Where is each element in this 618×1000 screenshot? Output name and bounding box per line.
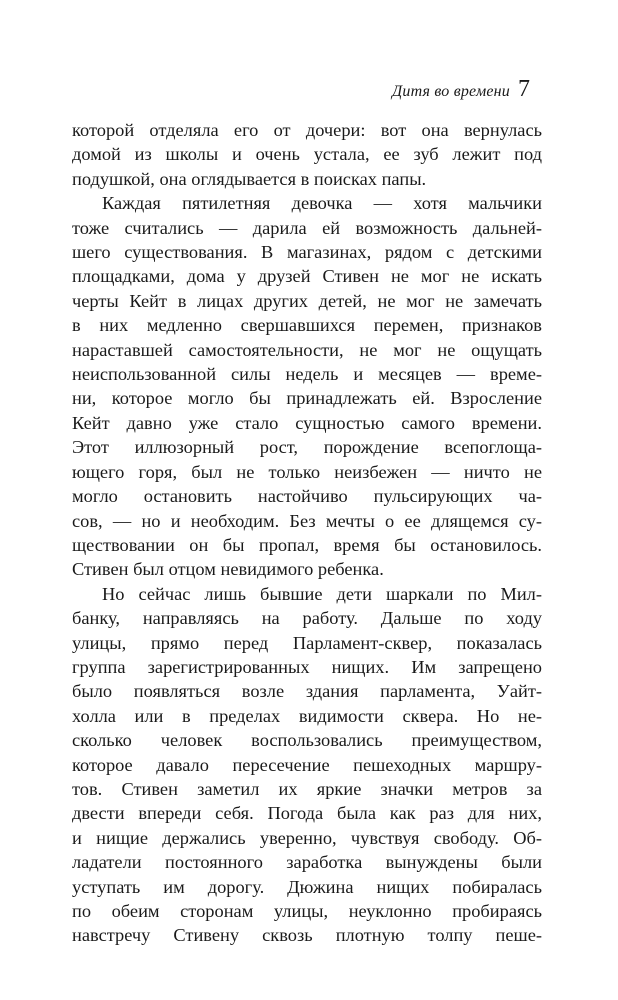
text-line: которой отделяла его от дочери: вот она вернулась bbox=[72, 120, 542, 140]
text-line: ни, которое могло бы принадлежать ей. Взросление bbox=[72, 388, 542, 409]
text-line: тов. Стивен заметил их яркие значки метров за bbox=[72, 778, 542, 799]
running-head-title: Дитя во времени bbox=[392, 83, 510, 100]
text-line: и нищие держались уверенно, чувствуя свободу. Об- bbox=[72, 827, 542, 848]
text-line: тоже считались — дарила ей возможность дальней- bbox=[72, 217, 542, 238]
text-line: Но сейчас лишь бывшие дети шаркали по Мил- bbox=[102, 583, 542, 604]
text-line: холла или в пределах видимости сквера. Но не- bbox=[72, 705, 542, 726]
text-line: Этот иллюзорный рост, порождение всепоглоща- bbox=[72, 437, 542, 458]
running-head bbox=[392, 77, 530, 101]
text-line: могло остановить настойчиво пульсирующих ча- bbox=[72, 486, 542, 507]
text-line: сколько человек воспользовались преимуществом, bbox=[72, 730, 542, 751]
text-line: группа зарегистрированных нищих. Им запрещено bbox=[72, 656, 542, 677]
text-line: Кейт давно уже стало сущностью самого времени. bbox=[72, 412, 542, 433]
text-line: нараставшей самостоятельности, не мог не ощущать bbox=[72, 339, 542, 360]
text-line: улицы, прямо перед Парламент-сквер, показалась bbox=[72, 632, 542, 653]
text-line: уступать им дорогу. Дюжина нищих побиралась bbox=[72, 876, 542, 897]
paragraph bbox=[72, 118, 542, 191]
text-line: Каждая пятилетняя девочка — хотя мальчики bbox=[102, 193, 542, 214]
text-line: по обеим сторонам улицы, неуклонно пробираясь bbox=[72, 901, 542, 921]
text-line: которое давало пересечение пешеходных маршру- bbox=[72, 754, 542, 775]
page-number: 7 bbox=[518, 76, 530, 102]
text-line: ществовании он бы пропал, время бы остановилось. bbox=[72, 534, 542, 555]
text-line: в них медленно свершавшихся перемен, признаков bbox=[72, 315, 542, 336]
text-line: ющего горя, был не только неизбежен — ничто не bbox=[72, 461, 542, 482]
text-line: двести впереди себя. Погода была как раз для них, bbox=[72, 803, 542, 824]
text-line: Стивен был отцом невидимого ребенка. bbox=[72, 559, 384, 580]
paragraph bbox=[72, 582, 542, 948]
text-line: ладатели постоянного заработка вынуждены были bbox=[72, 852, 542, 873]
text-line: домой из школы и очень устала, ее зуб лежит под bbox=[72, 144, 542, 165]
text-line: площадками, дома у друзей Стивен не мог не искать bbox=[72, 266, 542, 287]
text-line: шего существования. В магазинах, рядом с детскими bbox=[72, 242, 542, 263]
paragraph bbox=[72, 191, 542, 582]
body-text bbox=[72, 118, 542, 948]
text-line: было появляться возле здания парламента, Уайт- bbox=[72, 681, 542, 702]
text-line: сов, — но и необходим. Без мечты о ее длящемся су- bbox=[72, 510, 542, 531]
text-line: навстречу Стивену сквозь плотную толпу пеше- bbox=[72, 925, 542, 946]
text-line: банку, направляясь на работу. Дальше по ходу bbox=[72, 608, 542, 629]
text-line: подушкой, она оглядывается в поисках папы. bbox=[72, 168, 427, 189]
text-line: неиспользованной силы недель и месяцев — време- bbox=[72, 364, 542, 385]
text-line: черты Кейт в лицах других детей, не мог не замечать bbox=[72, 290, 542, 311]
